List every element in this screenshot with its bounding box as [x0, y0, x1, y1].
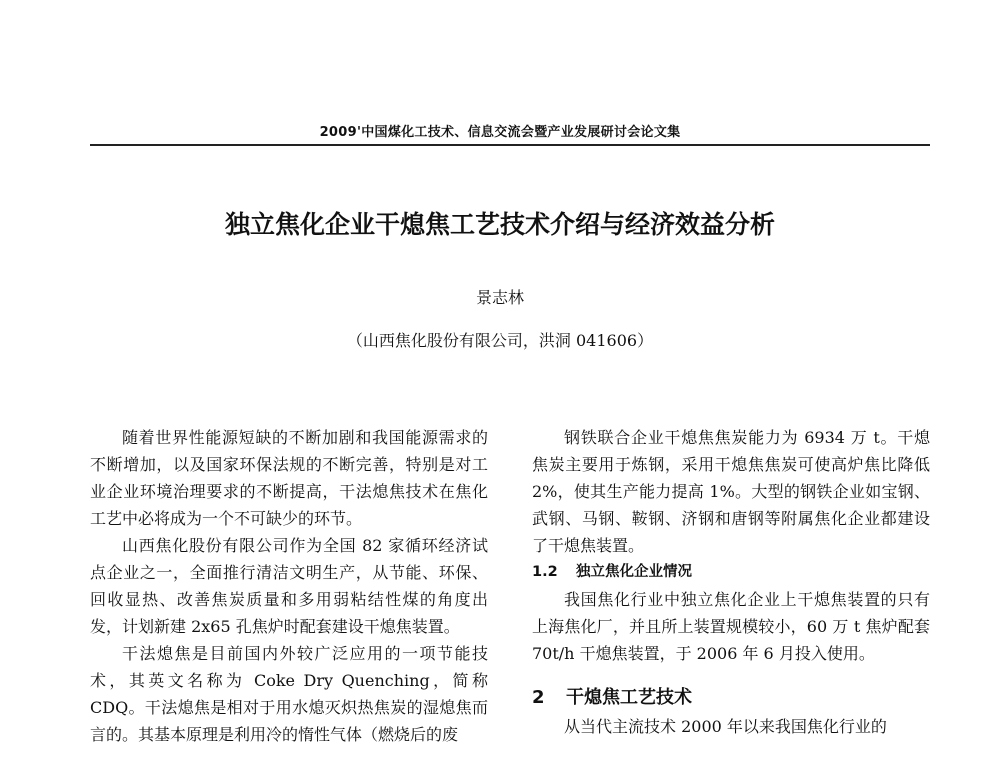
body-paragraph: 钢铁联合企业干熄焦焦炭能力为 6934 万 t。干熄焦炭主要用于炼钢，采用干熄焦焦炭可使高炉焦比降低 2%，使其生产能力提高 1%。大型的钢铁企业如宝钢、武钢、马钢、鞍钢、济钢和唐钢等附属焦化企业都建设了干熄焦装置。 [532, 428, 930, 555]
body-paragraph: 随着世界性能源短缺的不断加剧和我国能源需求的不断增加，以及国家环保法规的不断完善，特别是对工业企业环境治理要求的不断提高，干法熄焦技术在焦化工艺中必将成为一个不可缺少的环节。 [90, 428, 488, 528]
affiliation: （山西焦化股份有限公司，洪洞 041606） [346, 331, 654, 350]
body-paragraph: 我国焦化行业中独立焦化企业上干熄焦装置的只有上海焦化厂，并且所上装置规模较小，60 万 t 焦炉配套 70t/h 干熄焦装置，于 2006 年 6 月投入使用。 [532, 590, 930, 663]
right-column [532, 424, 930, 740]
section-number: 2 [532, 687, 545, 708]
subsection-number: 1.2 [532, 564, 558, 580]
section-heading [532, 683, 930, 713]
left-column [90, 424, 488, 748]
author: 景志林 [475, 288, 524, 307]
header-rule [90, 144, 930, 146]
body-paragraph: 山西焦化股份有限公司作为全国 82 家循环经济试点企业之一，全面推行清洁文明生产，从节能、环保、回收显热、改善焦炭质量和多用弱粘结性煤的角度出发，计划新建 2x65 孔焦炉时配套建设干熄焦装置。 [90, 536, 488, 636]
subsection-title: 独立焦化企业情况 [576, 564, 692, 580]
section-title: 干熄焦工艺技术 [566, 687, 692, 708]
paper-title: 独立焦化企业干熄焦工艺技术介绍与经济效益分析 [224, 210, 775, 239]
body-paragraph: 从当代主流技术 2000 年以来我国焦化行业的 [564, 717, 887, 736]
subsection-heading [532, 559, 930, 586]
body-paragraph: 干法熄焦是目前国内外较广泛应用的一项节能技术，其英文名称为 Coke Dry Quenching，简称 CDQ。干法熄焦是相对于用水熄灭炽热焦炭的湿熄焦而言的。其基本原理是利用冷的惰性气体（燃烧后的废 [90, 644, 488, 744]
running-header: 2009'中国煤化工技术、信息交流会暨产业发展研讨会论文集 [319, 125, 681, 140]
